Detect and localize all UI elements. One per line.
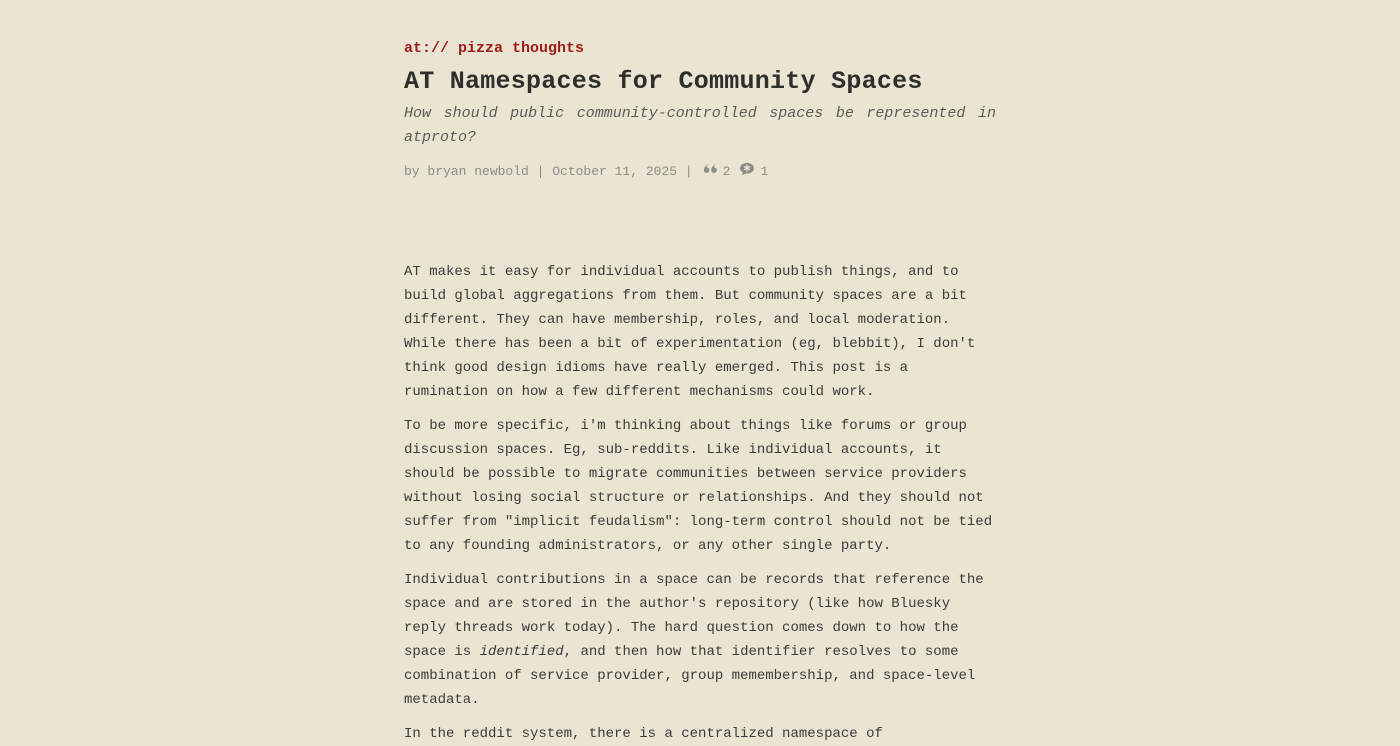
quote-count: 2 [722, 164, 731, 179]
byline [404, 162, 996, 182]
comment-count-stat[interactable] [739, 162, 768, 182]
post-subtitle: How should public community-controlled spaces be represented in atproto? [404, 105, 996, 146]
byline-text: by bryan newbold | October 11, 2025 | [404, 164, 693, 179]
comment-count: 1 [760, 164, 769, 179]
quote-count-stat[interactable] [702, 163, 731, 181]
site-title-link[interactable]: at:// pizza thoughts [404, 40, 585, 57]
post-title: AT Namespaces for Community Spaces [404, 67, 923, 96]
speech-bubble-star-icon [739, 162, 760, 182]
paragraph-3 [404, 568, 996, 712]
blog-post-page [404, 0, 996, 746]
paragraph-3-text-before: Individual contributions in a space can be records that reference the space and are stored in the author's repository (like how Bluesky reply threads work today). The hard question comes down to how the space is [404, 572, 984, 660]
paragraph-3-emphasis: identified [479, 644, 564, 660]
paragraph-1: AT makes it easy for individual accounts to publish things, and to build global aggregations from them. But community spaces are a bit different. They can have membership, roles, and local moderation. While there has been a bit of experimentation (eg, blebbit), I don't think good design idioms have really emerged. This post is a rumination on how a few different mechanisms could work. [404, 264, 976, 400]
post-body [404, 260, 996, 746]
post-header [404, 38, 996, 182]
paragraph-3-text-after: , and then how that identifier resolves to some combination of service provider, group memembership, and space-level metadata. [404, 644, 976, 708]
paragraph-2: To be more specific, i'm thinking about things like forums or group discussion spaces. Eg, sub-reddits. Like individual accounts, it should be possible to migrate communities between service providers without losing social structure or relationships. And they should not suffer from "implicit feudalism": long-term control should not be tied to any founding administrators, or any other single party. [404, 418, 993, 554]
quote-marks-icon [702, 163, 723, 181]
paragraph-4-partial: In the reddit system, there is a centralized namespace of [404, 726, 883, 742]
